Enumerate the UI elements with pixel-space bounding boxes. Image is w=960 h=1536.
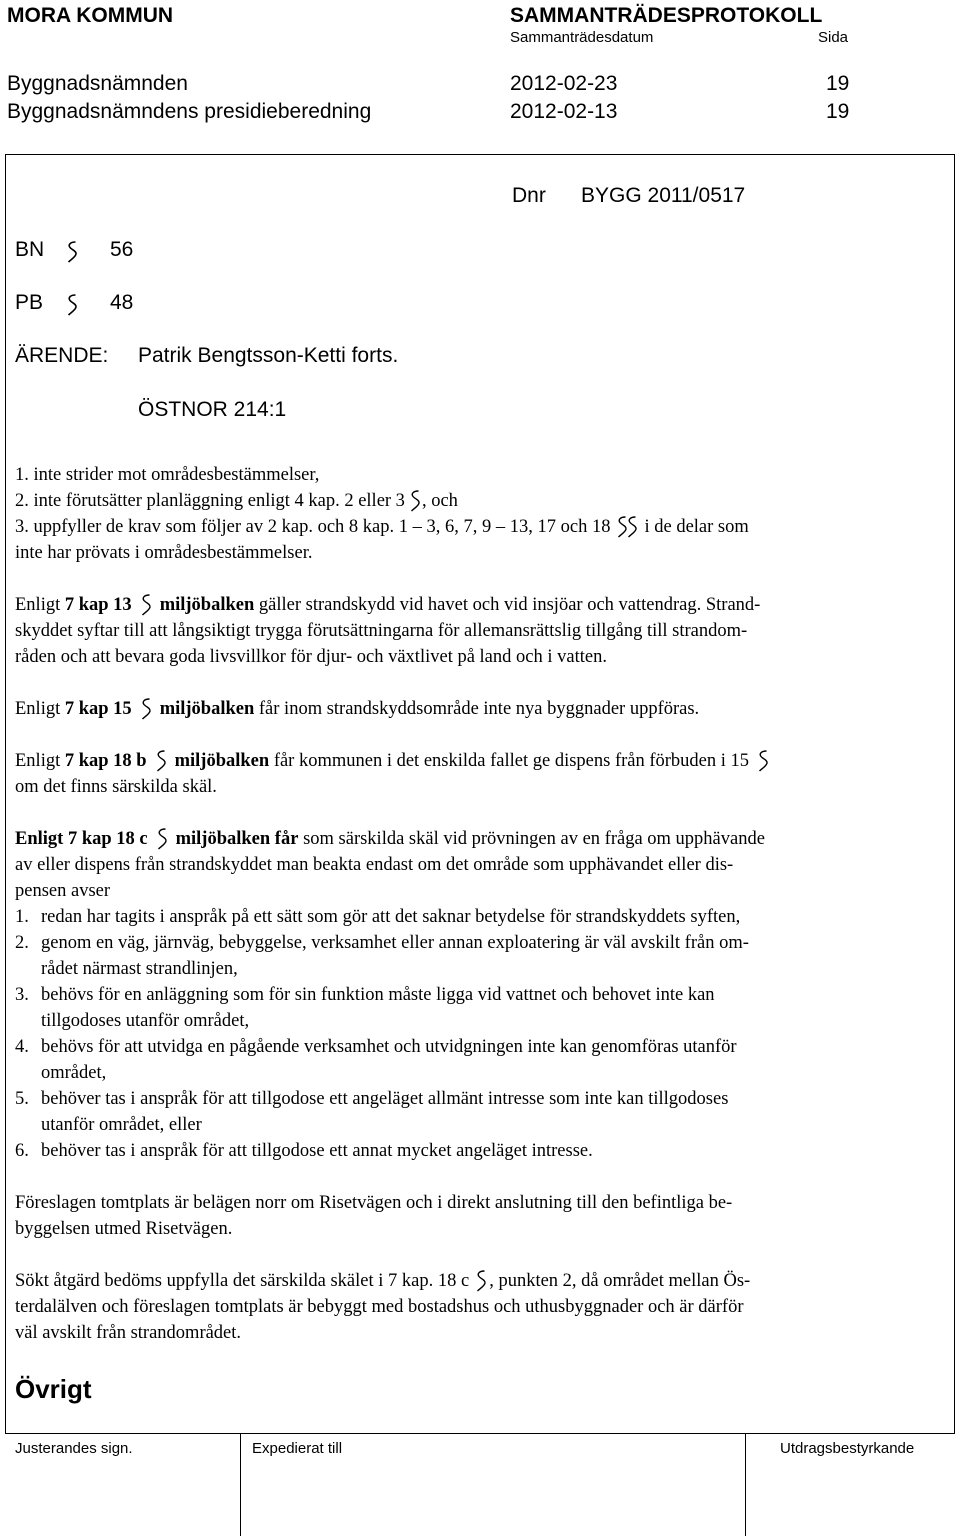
- bn-number: 56: [110, 238, 134, 261]
- footer-column-divider: [745, 1434, 746, 1536]
- pb-number: 48: [110, 291, 134, 314]
- p4-line-2: av eller dispens från strandskyddet man beakta endast om det område som upphävandet eller dis-: [15, 855, 734, 875]
- double-paragraph-icon: [616, 515, 638, 539]
- protocol-body: [15, 462, 915, 1346]
- footer-utdrag-label: Utdragsbestyrkande: [780, 1440, 915, 1457]
- p4-line-1: Enligt 7 kap 18 c miljöbalken får som särskilda skäl vid prövningen av en fråga om upphävande: [15, 829, 765, 849]
- property-designation: ÖSTNOR 214:1: [138, 398, 287, 421]
- reason-item-6: 6. behöver tas i anspråk för att tillgodose ett annat mycket angeläget intresse.: [15, 1141, 593, 1161]
- reason-item-3-cont: tillgodoses utanför området,: [41, 1011, 250, 1031]
- paragraph-icon: [156, 827, 168, 851]
- p6-line-2: terdalälven och föreslagen tomtplats är bebyggt med bostadshus och uthusbyggnader och är därför: [15, 1297, 744, 1317]
- p5-line-2: byggelsen utmed Risetvägen.: [15, 1219, 233, 1239]
- reason-item-2-cont: rådet närmast strandlinjen,: [41, 959, 238, 979]
- footer-expedierat-label: Expedierat till: [252, 1440, 343, 1457]
- paragraph-icon: [66, 293, 78, 317]
- p3-line-1: Enligt 7 kap 18 b miljöbalken får kommunen i det enskilda fallet ge dispens från förbuden i 15: [15, 748, 915, 774]
- paragraph-icon: [475, 1269, 487, 1293]
- reason-item-4-cont: området,: [41, 1063, 107, 1083]
- paragraph-icon: [140, 593, 152, 617]
- condition-3: 3. uppfyller de krav som följer av 2 kap. och 8 kap. 1 – 3, 6, 7, 9 – 13, 17 och 18 i de delar som: [15, 517, 749, 537]
- reason-item-3: 3. behövs för en anläggning som för sin funktion måste ligga vid vattnet och behovet inte kan: [15, 985, 715, 1005]
- presidium-meeting-date: 2012-02-13: [510, 100, 618, 123]
- paragraph-icon: [66, 240, 78, 264]
- page-label: Sida: [818, 29, 849, 46]
- arende-label: ÄRENDE:: [15, 344, 109, 367]
- paragraph-icon: [409, 489, 421, 513]
- condition-1: 1. inte strider mot områdesbestämmelser,: [15, 465, 320, 485]
- committee-name: Byggnadsnämnden: [7, 72, 188, 95]
- footer-sign-label: Justerandes sign.: [15, 1440, 133, 1457]
- committee-page-number: 19: [826, 72, 850, 95]
- condition-3-cont: inte har prövats i områdesbestämmelser.: [15, 543, 313, 563]
- paragraph-icon: [757, 749, 769, 773]
- reason-item-1: 1. redan har tagits i anspråk på ett sätt som gör att det saknar betydelse för strandskyddets syften,: [15, 907, 741, 927]
- presidium-name: Byggnadsnämndens presidieberedning: [7, 100, 372, 123]
- p3-line-2: om det finns särskilda skäl.: [15, 777, 217, 797]
- p2-line-1: Enligt 7 kap 15 miljöbalken får inom strandskyddsområde inte nya byggnader uppföras.: [15, 699, 700, 719]
- reason-item-5-cont: utanför området, eller: [41, 1115, 202, 1135]
- municipality-name: MORA KOMMUN: [7, 4, 174, 27]
- condition-2: 2. inte förutsätter planläggning enligt 4 kap. 2 eller 3 , och: [15, 491, 458, 511]
- p6-line-3: väl avskilt från strandområdet.: [15, 1323, 242, 1343]
- reason-item-4: 4. behövs för att utvidga en pågående verksamhet och utvidgningen inte kan genomföras utanför: [15, 1037, 737, 1057]
- footer-divider: [5, 1433, 955, 1434]
- protocol-title: SAMMANTRÄDESPROTOKOLL: [510, 4, 823, 27]
- ovrigt-heading: Övrigt: [15, 1374, 92, 1404]
- reason-item-2: 2. genom en väg, järnväg, bebyggelse, verksamhet eller annan exploatering är väl avskilt från om-: [15, 933, 749, 953]
- paragraph-icon: [140, 697, 152, 721]
- p6-line-1: Sökt åtgärd bedöms uppfylla det särskilda skälet i 7 kap. 18 c , punkten 2, då området mellan Ös-: [15, 1271, 751, 1291]
- paragraph-icon: [155, 749, 167, 773]
- bn-label: BN: [15, 238, 45, 261]
- dnr-label: Dnr: [512, 184, 546, 207]
- p4-line-3: pensen avser: [15, 881, 111, 901]
- footer-column-divider: [240, 1434, 241, 1536]
- reason-item-5: 5. behöver tas i anspråk för att tillgodose ett angeläget allmänt intresse som inte kan tillgodoses: [15, 1089, 729, 1109]
- pb-label: PB: [15, 291, 44, 314]
- arende-title: Patrik Bengtsson-Ketti forts.: [138, 344, 399, 367]
- p1-line-3: råden och att bevara goda livsvillkor för djur- och växtlivet på land och i vatten.: [15, 647, 607, 667]
- committee-meeting-date: 2012-02-23: [510, 72, 618, 95]
- p1-line-2: skyddet syftar till att långsiktigt trygga förutsättningarna för allemansrättslig tillgång till strandom-: [15, 621, 748, 641]
- p5-line-1: Föreslagen tomtplats är belägen norr om Risetvägen och i direkt anslutning till den befintliga be-: [15, 1193, 733, 1213]
- presidium-page-number: 19: [826, 100, 850, 123]
- meeting-date-label: Sammanträdesdatum: [510, 29, 654, 46]
- p1-line-1: Enligt 7 kap 13 miljöbalken gäller strandskydd vid havet och vid insjöar och vattendrag. Strand-: [15, 595, 761, 615]
- dnr-value: BYGG 2011/0517: [581, 184, 746, 207]
